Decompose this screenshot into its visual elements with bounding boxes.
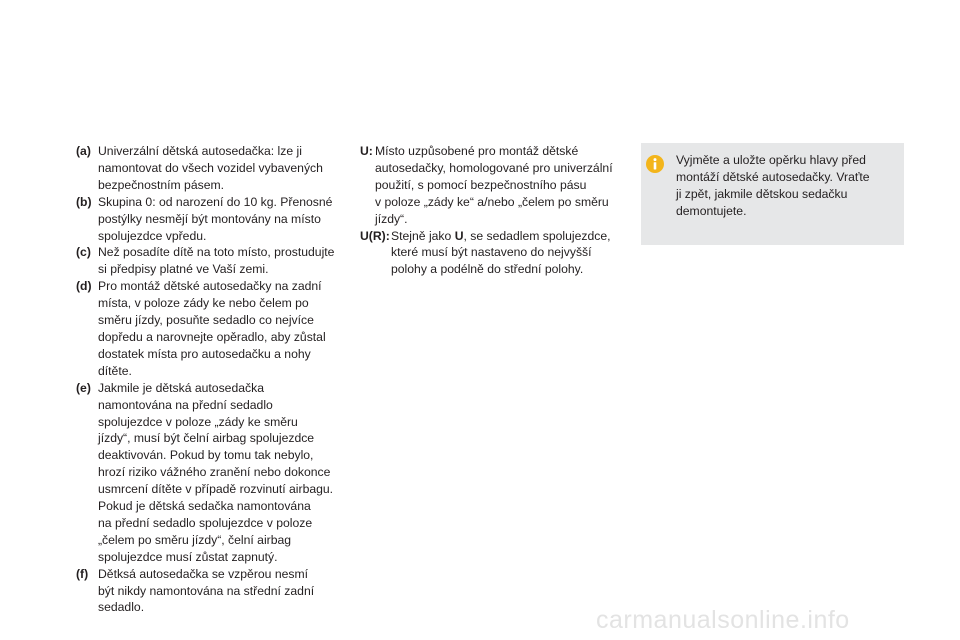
text-line: sedadlo. xyxy=(98,600,145,615)
text-line: namontovat do všech vozidel vybavených xyxy=(98,160,323,175)
text-line: demontujete. xyxy=(676,204,747,218)
legend-u xyxy=(360,143,622,228)
note-f xyxy=(76,566,348,617)
text-line: jízdy“, musí být čelní airbag spolujezdce xyxy=(98,431,315,446)
text-line: spolujezdce vpředu. xyxy=(98,228,207,243)
text-line: Skupina 0: od narození do 10 kg. Přenosné xyxy=(98,194,333,209)
text-line: Vyjměte a uložte opěrku hlavy před xyxy=(676,153,866,167)
legend-u-text xyxy=(375,143,622,228)
text-line: Místo uzpůsobené pro montáž dětské xyxy=(375,144,579,158)
note-e xyxy=(76,380,348,566)
text-line: v poloze „zády ke“ a/nebo „čelem po směru xyxy=(375,194,609,209)
text-line: polohy a podélně do střední polohy. xyxy=(391,262,584,277)
info-note-text xyxy=(676,152,898,220)
text-line: Pokud je dětská sedačka namontována xyxy=(98,499,311,514)
note-c-label: (c) xyxy=(76,245,91,260)
note-d-text xyxy=(98,278,348,379)
note-a-text xyxy=(98,143,348,194)
ur-line1-bold: U xyxy=(454,228,464,243)
text-line: Než posadíte dítě na toto místo, prostudujte xyxy=(98,245,335,260)
text-line: Jakmile je dětská autosedačka xyxy=(98,380,264,395)
text-line: postýlky nesmějí být montovány na místo xyxy=(98,211,321,226)
text-line: usmrcení dítěte v případě rozvinutí airbagu. xyxy=(98,482,334,497)
legend-u-label: U: xyxy=(360,144,373,158)
note-f-text xyxy=(98,566,348,617)
text-line: na přední sedadlo spolujezdce v poloze xyxy=(98,515,313,530)
text-line: ji zpět, jakmile dětskou sedačku xyxy=(676,187,848,201)
ur-line1-after: , se sedadlem spolujezdce, xyxy=(463,228,611,243)
text-line: Pro montáž dětské autosedačky na zadní xyxy=(98,279,322,294)
text-line: montáží dětské autosedačky. Vraťte xyxy=(676,170,870,184)
left-column xyxy=(76,143,348,616)
text-line: Dětksá autosedačka se vzpěrou nesmí xyxy=(98,566,309,581)
text-line: namontována na přední sedadlo xyxy=(98,397,273,412)
note-b-label: (b) xyxy=(76,194,92,209)
text-line: deaktivován. Pokud by tomu tak nebylo, xyxy=(98,448,314,463)
legend-ur xyxy=(360,228,622,279)
text-line: dopředu a narovnejte opěradlo, aby zůstal xyxy=(98,329,326,344)
text-line: Univerzální dětská autosedačka: lze ji xyxy=(98,144,302,158)
text-line: dostatek místa pro autosedačku a nohy xyxy=(98,346,311,361)
text-line: jízdy“. xyxy=(375,211,408,226)
text-line: hrozí riziko vážného zranění nebo dokonce xyxy=(98,465,331,480)
text-line: místa, v poloze zády ke nebo čelem po xyxy=(98,296,309,311)
note-d xyxy=(76,278,348,379)
ur-line1-before: Stejně jako xyxy=(391,228,455,243)
text-line: které musí být nastaveno do nejvyšší xyxy=(391,245,592,260)
text-line: bezpečnostním pásem. xyxy=(98,177,225,192)
legend-ur-text xyxy=(391,228,622,279)
note-c-text xyxy=(98,244,348,278)
watermark: carmanualsonline.info xyxy=(596,606,850,634)
text-line: spolujezdce musí zůstat zapnutý. xyxy=(98,549,278,564)
text-line: být nikdy namontována na střední zadní xyxy=(98,583,315,598)
note-d-label: (d) xyxy=(76,279,92,294)
note-e-label: (e) xyxy=(76,380,91,395)
text-line: spolujezdce v poloze „zády ke směru xyxy=(98,414,298,429)
text-line: použití, s pomocí bezpečnostního pásu xyxy=(375,177,587,192)
text-line: „čelem po směru jízdy“, čelní airbag xyxy=(98,532,292,547)
legend-ur-label: U(R): xyxy=(360,228,390,243)
note-c xyxy=(76,244,348,278)
note-f-label: (f) xyxy=(76,566,89,581)
text-line: autosedačky, homologované pro univerzální xyxy=(375,160,613,175)
note-b-text xyxy=(98,194,348,245)
text-line: dítěte. xyxy=(98,363,132,378)
text-line: směru jízdy, posuňte sedadlo co nejvíce xyxy=(98,313,314,328)
note-a xyxy=(76,143,348,194)
note-b xyxy=(76,194,348,245)
note-e-text xyxy=(98,380,348,566)
middle-column xyxy=(360,143,622,278)
info-note-box xyxy=(641,143,904,245)
text-line xyxy=(391,228,622,245)
text-line: si předpisy platné ve Vaší zemi. xyxy=(98,262,269,277)
note-a-label: (a) xyxy=(76,144,91,158)
info-icon xyxy=(646,155,664,173)
